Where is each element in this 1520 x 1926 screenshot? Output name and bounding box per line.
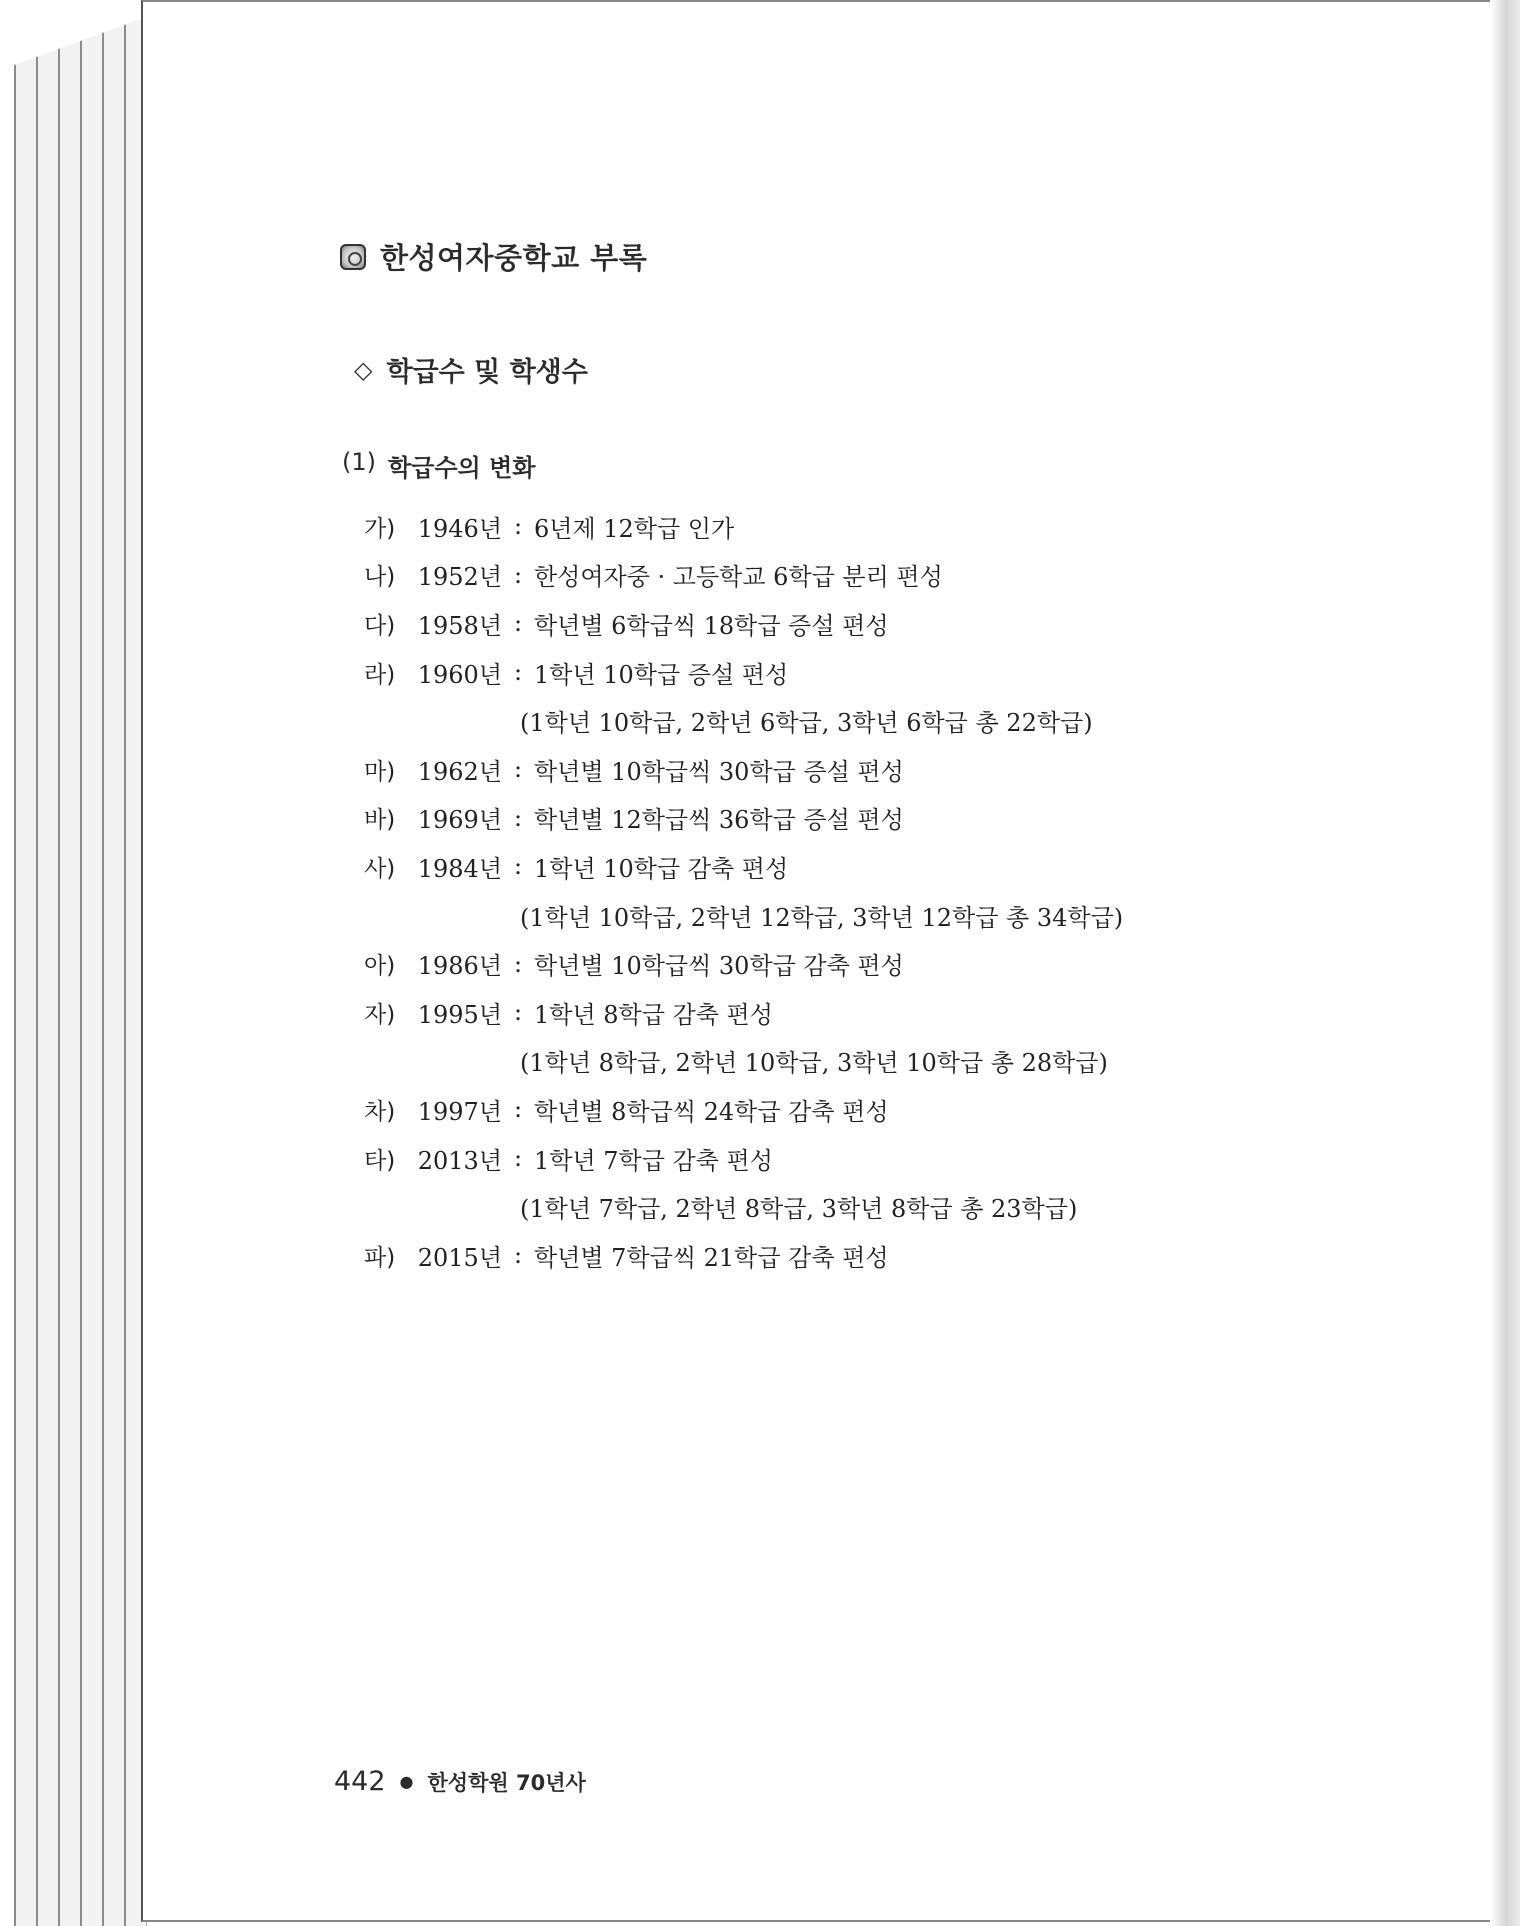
entry-year: 1986년 (417, 952, 502, 981)
entry-text: 학년별 8학급씩 24학급 감축 편성 (534, 1097, 889, 1126)
timeline-entry (364, 1085, 1264, 1134)
entry-year: 1969년 (417, 806, 502, 835)
entry-year: 1997년 (417, 1097, 502, 1126)
entry-year: 2015년 (417, 1243, 502, 1272)
entry-separator: : (513, 658, 523, 687)
entry-year: 1946년 (417, 514, 502, 543)
entry-label: 차) (364, 1098, 396, 1125)
entry-label: 마) (364, 758, 396, 785)
page-stack-edges (14, 0, 154, 1926)
page-number: 442 (334, 1766, 386, 1797)
entry-text: 학년별 7학급씩 21학급 감축 편성 (534, 1243, 889, 1272)
entry-label: 가) (364, 515, 396, 542)
section-title (354, 350, 588, 389)
entry-text: 1학년 8학급 감축 편성 (534, 1000, 773, 1029)
entry-separator: : (513, 852, 523, 881)
page-right-shadow (1490, 0, 1520, 1926)
stack-top-edge (14, 0, 144, 70)
page-footer (334, 1766, 586, 1797)
subsection-heading (342, 448, 535, 483)
timeline-entry (364, 939, 1264, 988)
entry-text: 학년별 10학급씩 30학급 증설 편성 (534, 757, 904, 786)
timeline-entry (364, 1231, 1264, 1280)
timeline-entry-detail: (1학년 8학급, 2학년 10학급, 3학년 10학급 총 28학급) (520, 1049, 1108, 1078)
entry-text: 학년별 12학급씩 36학급 증설 편성 (534, 806, 904, 835)
subsection-number: (1) (342, 448, 376, 476)
entry-separator: : (513, 803, 523, 832)
timeline-entry (364, 599, 1264, 648)
book-title: 한성학원 70년사 (427, 1770, 586, 1795)
entry-text: 1학년 10학급 증설 편성 (534, 660, 789, 689)
entry-year: 1995년 (417, 1000, 502, 1029)
diamond-icon: ◇ (354, 355, 373, 384)
entry-label: 아) (364, 953, 396, 980)
entry-year: 2013년 (417, 1146, 502, 1175)
timeline-entry (364, 842, 1264, 891)
entry-text: 1학년 10학급 감축 편성 (534, 854, 789, 883)
entry-text: 1학년 7학급 감축 편성 (534, 1146, 773, 1175)
entry-text: 학년별 6학급씩 18학급 증설 편성 (534, 611, 889, 640)
timeline-entry-detail: (1학년 10학급, 2학년 12학급, 3학년 12학급 총 34학급) (520, 903, 1124, 932)
timeline-entry-detail: (1학년 10학급, 2학년 6학급, 3학년 6학급 총 22학급) (520, 709, 1093, 738)
entry-label: 바) (364, 807, 396, 834)
timeline-entry (364, 648, 1264, 697)
entry-separator: : (513, 512, 523, 541)
entry-separator: : (513, 1241, 523, 1270)
entry-separator: : (513, 1144, 523, 1173)
entry-separator: : (513, 609, 523, 638)
chapter-title (340, 236, 647, 277)
entry-separator: : (513, 755, 523, 784)
section-title-text: 학급수 및 학생수 (386, 357, 588, 388)
entry-year: 1960년 (417, 660, 502, 689)
entry-label: 사) (364, 855, 396, 882)
chapter-emblem-icon (340, 244, 366, 270)
entry-year: 1958년 (417, 611, 502, 640)
chapter-title-text: 한성여자중학교 부록 (380, 241, 648, 275)
timeline-entry (364, 551, 1264, 600)
entry-label: 나) (364, 564, 396, 591)
entry-year: 1962년 (417, 757, 502, 786)
entry-text: 한성여자중 · 고등학교 6학급 분리 편성 (534, 563, 943, 592)
entry-label: 자) (364, 1001, 396, 1028)
entry-label: 타) (364, 1147, 396, 1174)
timeline-entry (364, 794, 1264, 843)
entry-separator: : (513, 998, 523, 1027)
timeline-entry (364, 988, 1264, 1037)
entry-separator: : (513, 560, 523, 589)
timeline-entry (364, 1134, 1264, 1183)
entry-separator: : (513, 949, 523, 978)
entry-label: 다) (364, 612, 396, 639)
entry-year: 1984년 (417, 854, 502, 883)
timeline-entry (364, 745, 1264, 794)
class-count-timeline (364, 502, 1264, 1280)
timeline-entry (364, 502, 1264, 551)
entry-text: 6년제 12학급 인가 (534, 514, 735, 543)
entry-label: 라) (364, 661, 396, 688)
timeline-entry-detail: (1학년 7학급, 2학년 8학급, 3학년 8학급 총 23학급) (520, 1195, 1078, 1224)
entry-text: 학년별 10학급씩 30학급 감축 편성 (534, 952, 904, 981)
entry-separator: : (513, 1095, 523, 1124)
subsection-title: 학급수의 변화 (388, 454, 536, 482)
entry-year: 1952년 (417, 563, 502, 592)
footer-bullet-icon: ● (399, 1772, 414, 1791)
entry-label: 파) (364, 1244, 396, 1271)
